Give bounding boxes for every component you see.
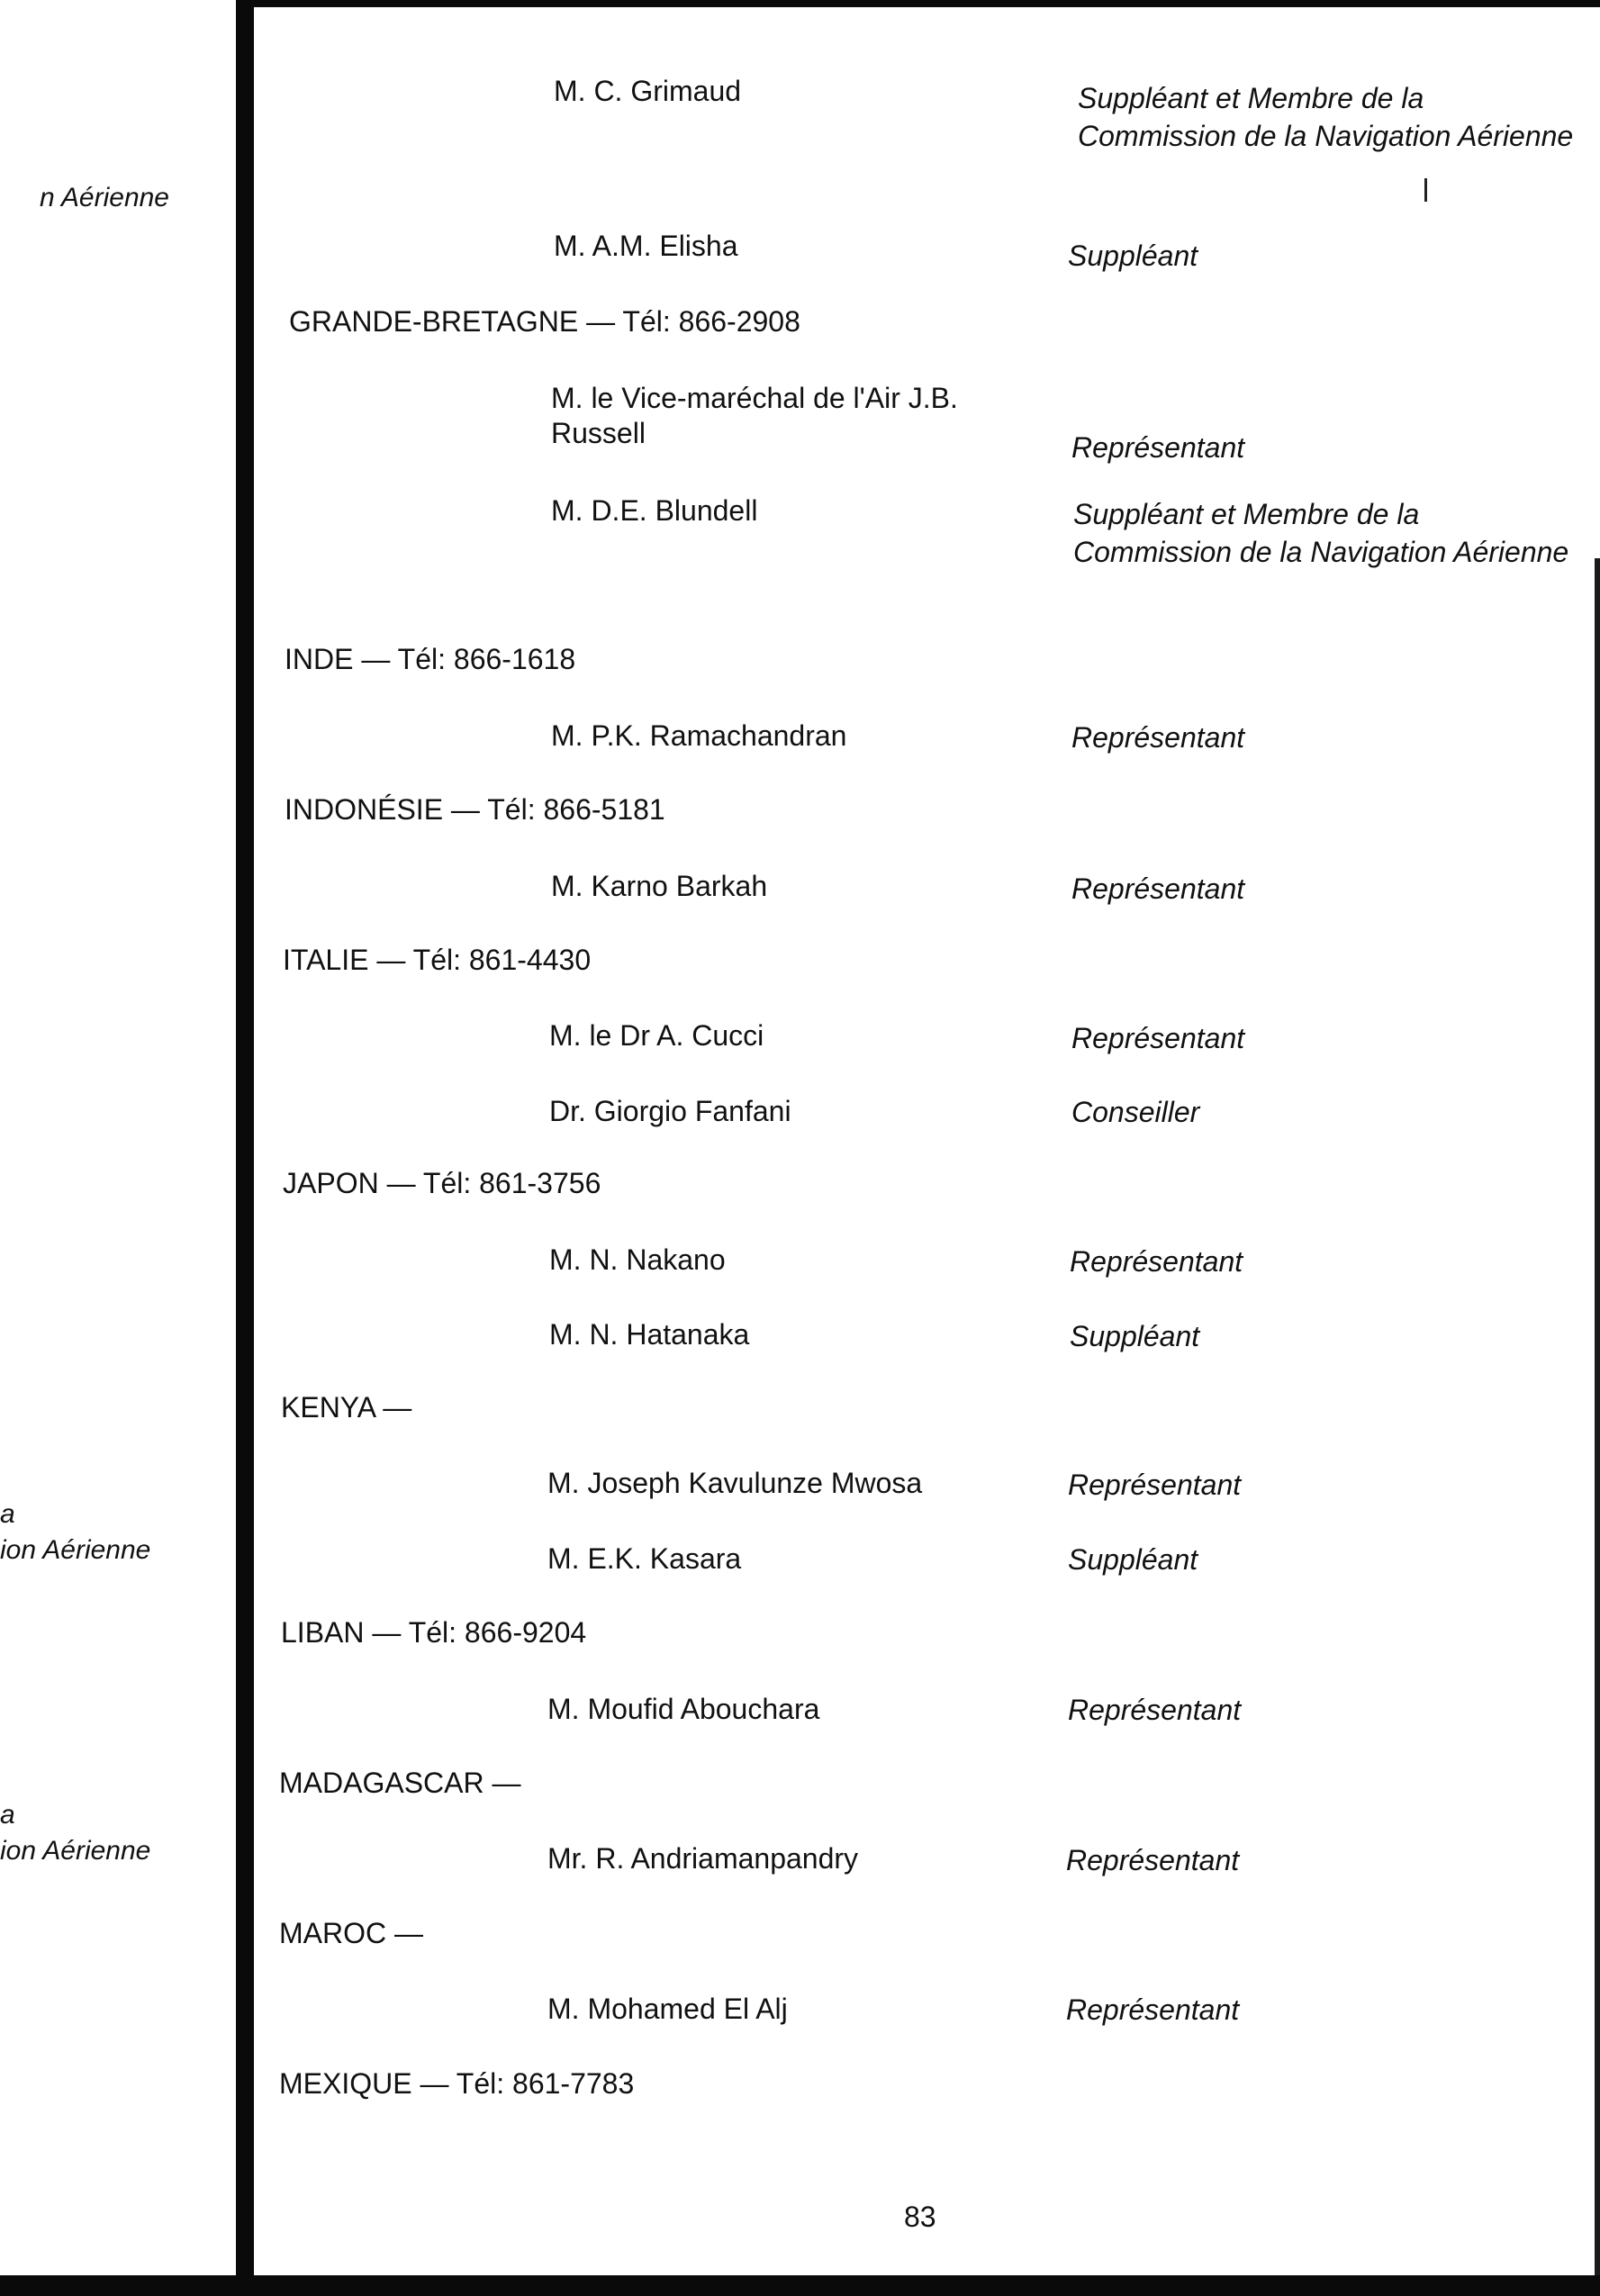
delegate-name: M. Moufid Abouchara	[547, 1693, 820, 1725]
country-heading: INDE — Tél: 866-1618	[285, 643, 576, 675]
country-heading: ITALIE — Tél: 861-4430	[283, 944, 592, 976]
country-heading: MEXIQUE — Tél: 861-7783	[279, 2067, 635, 2100]
previous-page-fragment	[0, 0, 236, 2296]
country-heading: GRANDE-BRETAGNE — Tél: 866-2908	[289, 305, 800, 338]
delegate-role: Représentant	[1071, 721, 1245, 754]
top-scan-edge	[254, 0, 1600, 7]
delegate-role: Représentant	[1071, 431, 1245, 464]
delegate-role: Représentant	[1068, 1469, 1242, 1501]
delegate-role: Suppléant	[1068, 1543, 1198, 1576]
prev-page-text-4: a	[0, 1800, 15, 1830]
delegate-role: Représentant	[1070, 1245, 1243, 1278]
delegate-role: Commission de la Navigation Aérienne	[1073, 536, 1569, 568]
delegate-name: Russell	[551, 417, 646, 449]
bottom-scan-edge	[0, 2275, 1600, 2296]
stray-mark	[1424, 178, 1427, 202]
country-heading: MADAGASCAR —	[279, 1767, 521, 1799]
right-scan-edge	[1595, 558, 1600, 2275]
country-heading: KENYA —	[281, 1391, 412, 1424]
delegate-role: Représentant	[1066, 1993, 1240, 2026]
delegate-role: Représentant	[1071, 1022, 1245, 1054]
delegate-name: M. Joseph Kavulunze Mwosa	[547, 1467, 923, 1499]
delegate-role: Suppléant et Membre de la	[1078, 82, 1424, 114]
country-heading: MAROC —	[279, 1917, 423, 1949]
delegate-name: M. E.K. Kasara	[547, 1542, 742, 1575]
prev-page-text-5: ion Aérienne	[0, 1836, 151, 1866]
delegate-role: Suppléant	[1070, 1320, 1200, 1352]
delegate-role: Conseiller	[1071, 1096, 1200, 1128]
delegate-name: M. Karno Barkah	[551, 870, 768, 902]
prev-page-text-1: n Aérienne	[40, 183, 169, 212]
prev-page-text-2: a	[0, 1499, 15, 1529]
delegate-role: Représentant	[1068, 1694, 1242, 1726]
delegate-name: M. le Vice-maréchal de l'Air J.B.	[551, 382, 958, 414]
prev-page-text-3: ion Aérienne	[0, 1535, 151, 1565]
delegate-name: M. le Dr A. Cucci	[549, 1019, 764, 1052]
country-heading: JAPON — Tél: 861-3756	[283, 1167, 601, 1199]
country-heading: INDONÉSIE — Tél: 866-5181	[285, 793, 665, 826]
delegate-name: M. A.M. Elisha	[554, 230, 738, 262]
book-spine-shadow	[236, 0, 254, 2296]
country-heading: LIBAN — Tél: 866-9204	[281, 1616, 587, 1649]
delegate-role: Suppléant et Membre de la	[1073, 498, 1420, 530]
delegate-name: Dr. Giorgio Fanfani	[549, 1095, 791, 1127]
delegate-name: M. D.E. Blundell	[551, 494, 758, 527]
delegate-role: Représentant	[1066, 1844, 1240, 1876]
delegate-role: Suppléant	[1068, 240, 1198, 272]
delegate-name: M. Mohamed El Alj	[547, 1993, 788, 2025]
page-number: 83	[904, 2201, 936, 2233]
delegate-name: M. C. Grimaud	[554, 75, 742, 107]
delegate-role: Commission de la Navigation Aérienne	[1078, 120, 1574, 152]
delegation-list-page	[254, 7, 1595, 2275]
delegate-name: M. N. Hatanaka	[549, 1318, 750, 1351]
delegate-name: M. P.K. Ramachandran	[551, 719, 847, 752]
delegate-name: M. N. Nakano	[549, 1243, 726, 1276]
delegate-role: Représentant	[1071, 872, 1245, 905]
delegate-name: Mr. R. Andriamanpandry	[547, 1842, 859, 1875]
